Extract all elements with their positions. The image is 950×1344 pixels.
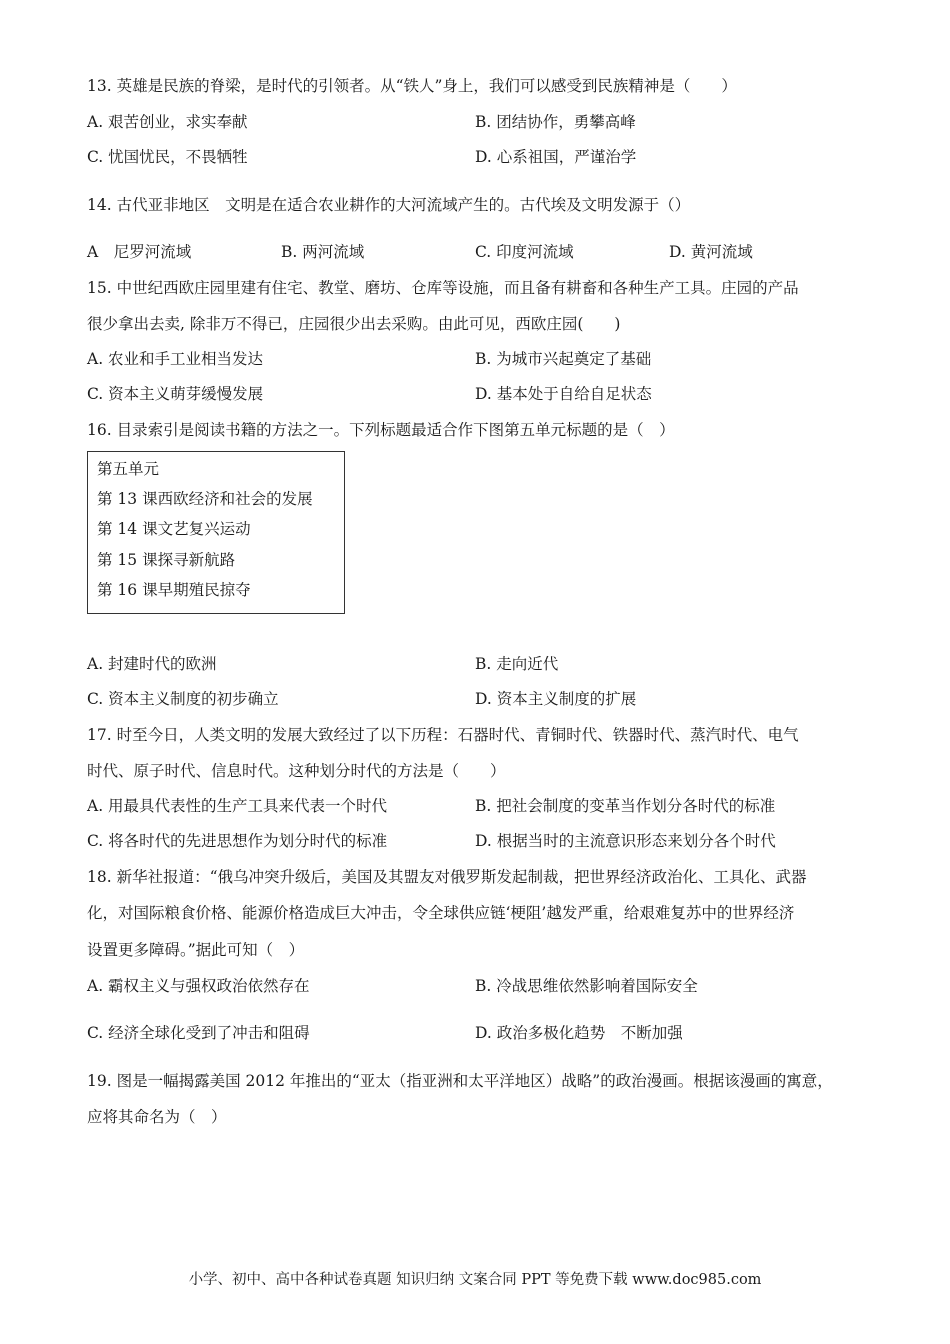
q18-stem-line-3: 设置更多障碍。”据此可知（ ） — [87, 941, 305, 959]
q18-option-a[interactable]: A. 霸权主义与强权政治依然存在 — [87, 977, 310, 995]
q16-option-b[interactable]: B. 走向近代 — [475, 655, 559, 673]
q15-option-d[interactable]: D. 基本处于自给自足状态 — [475, 385, 652, 403]
toc-lesson-14: 第 14 课文艺复兴运动 — [97, 520, 251, 538]
q17-option-d[interactable]: D. 根据当时的主流意识形态来划分各个时代 — [475, 832, 776, 850]
q14-option-b[interactable]: B. 两河流域 — [281, 243, 365, 261]
q17-stem-line-1: 17. 时至今日，人类文明的发展大致经过了以下历程：石器时代、青铜时代、铁器时代、蒸汽时代、电气 — [87, 726, 799, 744]
toc-unit-title: 第五单元 — [97, 460, 160, 478]
q17-stem-line-2: 时代、原子时代、信息时代。这种划分时代的方法是（ ） — [87, 762, 506, 780]
q13-stem: 13. 英雄是民族的脊梁，是时代的引领者。从“铁人”身上，我们可以感受到民族精神是（ ） — [87, 77, 737, 95]
q15-option-a[interactable]: A. 农业和手工业相当发达 — [87, 350, 264, 368]
toc-lesson-16: 第 16 课早期殖民掠夺 — [97, 581, 251, 599]
table-of-contents-box — [87, 451, 345, 614]
q16-option-c[interactable]: C. 资本主义制度的初步确立 — [87, 690, 279, 708]
q19-stem-line-1: 19. 图是一幅揭露美国 2012 年推出的“亚太（指亚洲和太平洋地区）战略”的政治漫画。根据该漫画的寓意， — [87, 1072, 833, 1090]
page-footer: 小学、初中、高中各种试卷真题 知识归纳 文案合同 PPT 等免费下载 www.doc985.com — [188, 1272, 762, 1288]
toc-lesson-15: 第 15 课探寻新航路 — [97, 551, 236, 569]
q16-option-a[interactable]: A. 封建时代的欧洲 — [87, 655, 217, 673]
q15-option-c[interactable]: C. 资本主义萌芽缓慢发展 — [87, 385, 264, 403]
q15-option-b[interactable]: B. 为城市兴起奠定了基础 — [475, 350, 652, 368]
q13-option-c[interactable]: C. 忧国忧民，不畏牺牲 — [87, 148, 248, 166]
q16-option-d[interactable]: D. 资本主义制度的扩展 — [475, 690, 637, 708]
q17-option-a[interactable]: A. 用最具代表性的生产工具来代表一个时代 — [87, 797, 388, 815]
toc-lesson-13: 第 13 课西欧经济和社会的发展 — [97, 490, 313, 508]
q13-option-d[interactable]: D. 心系祖国，严谨治学 — [475, 148, 637, 166]
q14-option-d[interactable]: D. 黄河流域 — [669, 243, 753, 261]
q14-stem: 14. 古代亚非地区 文明是在适合农业耕作的大河流域产生的。古代埃及文明发源于（） — [87, 196, 691, 214]
q15-stem-line-2: 很少拿出去卖, 除非万不得已，庄园很少出去采购。由此可见，西欧庄园( ) — [87, 315, 621, 333]
q15-stem-line-1: 15. 中世纪西欧庄园里建有住宅、教堂、磨坊、仓库等设施，而且备有耕畜和各种生产工具。庄园的产品 — [87, 279, 799, 297]
q14-option-a[interactable]: A 尼罗河流域 — [87, 243, 192, 261]
q18-stem-line-2: 化，对国际粮食价格、能源价格造成巨大冲击，令全球供应链‘梗阻’越发严重，给艰难复苏中的世界经济 — [87, 904, 795, 922]
q13-option-a[interactable]: A. 艰苦创业，求实奉献 — [87, 113, 248, 131]
q19-stem-line-2: 应将其命名为（ ） — [87, 1108, 227, 1126]
q17-option-c[interactable]: C. 将各时代的先进思想作为划分时代的标准 — [87, 832, 388, 850]
q18-option-b[interactable]: B. 冷战思维依然影响着国际安全 — [475, 977, 698, 995]
q18-option-d[interactable]: D. 政治多极化趋势 不断加强 — [475, 1024, 683, 1042]
q13-option-b[interactable]: B. 团结协作，勇攀高峰 — [475, 113, 636, 131]
q18-stem-line-1: 18. 新华社报道：“俄乌冲突升级后，美国及其盟友对俄罗斯发起制裁，把世界经济政治化、工具化、武器 — [87, 868, 807, 886]
q18-option-c[interactable]: C. 经济全球化受到了冲击和阻碍 — [87, 1024, 310, 1042]
q17-option-b[interactable]: B. 把社会制度的变革当作划分各时代的标准 — [475, 797, 776, 815]
q16-stem: 16. 目录索引是阅读书籍的方法之一。下列标题最适合作下图第五单元标题的是（ ） — [87, 421, 675, 439]
q14-option-c[interactable]: C. 印度河流域 — [475, 243, 574, 261]
